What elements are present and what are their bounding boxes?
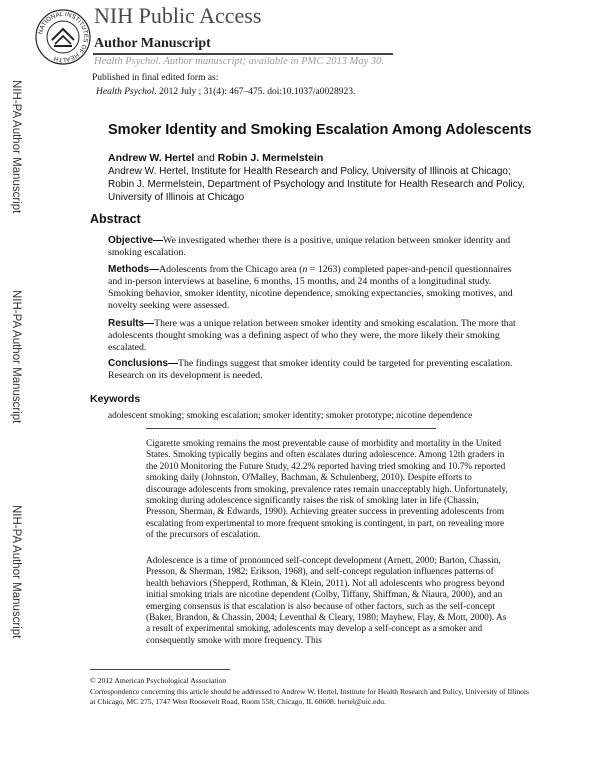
methods-n: n [302, 264, 308, 275]
body-paragraph: Adolescence is a time of pronounced self-concept development (Arnett, 2000; Barton, Chassin, Presson, & Sherman, 1982; Erikson, 1968), and self-concept regulation influences patterns of health behaviors (Shepperd, Rothman, & Klein, 2011). Not all adolescents who progress beyond initial smoking trials are nicotine dependent (Colby, Tiffany, Shiffman, & Niaura, 2000), and an emerging consensus is that escalation is also because of other factors, such as the self-concept (Baker, Brandon, & Chassin, 2004; Leventhal & Cleary, 1980; Mayhew, Flay, & Mott, 2000). As a result of experimental smoking, adolescents may develop a self-concept as a smoker and consequently smoke with more frequency. This [146, 556, 507, 646]
sidebar-watermark: NIH-PA Author Manuscript [10, 290, 22, 424]
objective-label: Objective— [108, 235, 164, 246]
svg-text:NATIONAL INSTITUTES OF HEALTH: NATIONAL INSTITUTES OF HEALTH [37, 10, 90, 64]
abstract-objective [108, 235, 528, 259]
keywords-heading: Keywords [90, 393, 141, 405]
nih-seal-logo [34, 8, 92, 66]
conclusions-text: The findings suggest that smoker identity could be targeted for preventing escalation. Research on its development is needed. [108, 358, 513, 381]
published-note: Published in final edited form as: [92, 73, 219, 83]
pmc-availability: Health Psychol. Author manuscript; available in PMC 2013 May 30. [94, 56, 384, 67]
results-text: There was a unique relation between smoker identity and smoking escalation. The more that adolescents thought smoking was a defining aspect of who they were, the more likely their smoking escalated. [108, 318, 516, 353]
objective-text: We investigated whether there is a positive, unique relation between smoker identity and smoking escalation. [108, 235, 511, 258]
journal-name: Health Psychol [96, 87, 155, 97]
copyright: © 2012 American Psychological Association [90, 676, 227, 685]
abstract-results [108, 318, 528, 354]
author-name: Andrew W. Hertel [108, 152, 195, 164]
author-conjunction: and [197, 152, 215, 164]
body-paragraph: Cigarette smoking remains the most preventable cause of morbidity and mortality in the United States. Smoking typically begins and often escalates during adolescence. Among 12th graders in the 2010 Monitoring the Future Study, 42.2% reported having tried smoking and 10.7% reported smoking daily (Johnston, O'Malley, Bachman, & Schulenberg, 2010). Despite efforts to discourage adolescents from smoking, prevalence rates remain unacceptably high. Unfortunately, smoking during adolescence significantly raises the risk of smoking later in life (Chassin, Presson, Sherman, & Edwards, 1990). Achieving greater success in preventing adolescents from escalating from experimental to more frequent smoking is contingent, in part, on revealing more of the precursors of escalation. [146, 439, 508, 541]
methods-label: Methods— [108, 264, 160, 275]
keywords-list: adolescent smoking; smoking escalation; smoker identity; smoker prototype; nicotine dependence [108, 411, 473, 421]
nih-public-access-title: NIH Public Access [94, 3, 262, 28]
results-label: Results— [108, 318, 155, 329]
abstract-heading: Abstract [90, 212, 141, 226]
header-rule [93, 53, 393, 55]
author-line [108, 152, 323, 164]
methods-text: Adolescents from the Chicago area ( [159, 264, 303, 275]
citation-details: . 2012 July ; 31(4): 467–475. doi:10.1037/a0028923. [154, 87, 356, 97]
author-manuscript-label: Author Manuscript [94, 36, 211, 51]
footnote-divider [90, 669, 230, 670]
correspondence-note: Correspondence concerning this article should be addressed to Andrew W. Hertel, Institute for Health Research and Policy, University of Illinois at Chicago, MC 275, 1747 West Roosevelt Road, Room 558, Chicago, IL 60608. hertel@uic.edu. [90, 687, 529, 706]
author-name: Robin J. Mermelstein [217, 152, 324, 164]
affiliations: Andrew W. Hertel, Institute for Health Research and Policy, University of Illinois at Chicago; Robin J. Mermelstein, Department of Psychology and Institute for Health Research and Policy, University of Illinois at Chicago [108, 166, 525, 203]
abstract-conclusions [108, 358, 528, 382]
methods-text: = 1263) completed paper-and-pencil questionnaires and in-person interviews at baseline, 6 months, 15 months, and 24 months of a longitudinal study. Smoking behavior, smoker identity, nicotine dependence, smoking expectancies, smoking motives, and novelty seeking were assessed. [108, 264, 513, 311]
abstract-methods [108, 264, 528, 312]
sidebar-watermark: NIH-PA Author Manuscript [10, 505, 22, 639]
conclusions-label: Conclusions— [108, 358, 179, 369]
section-divider [146, 428, 436, 429]
citation [96, 87, 355, 97]
sidebar-watermark: NIH-PA Author Manuscript [10, 80, 22, 214]
article-title: Smoker Identity and Smoking Escalation Among Adolescents [108, 122, 532, 138]
